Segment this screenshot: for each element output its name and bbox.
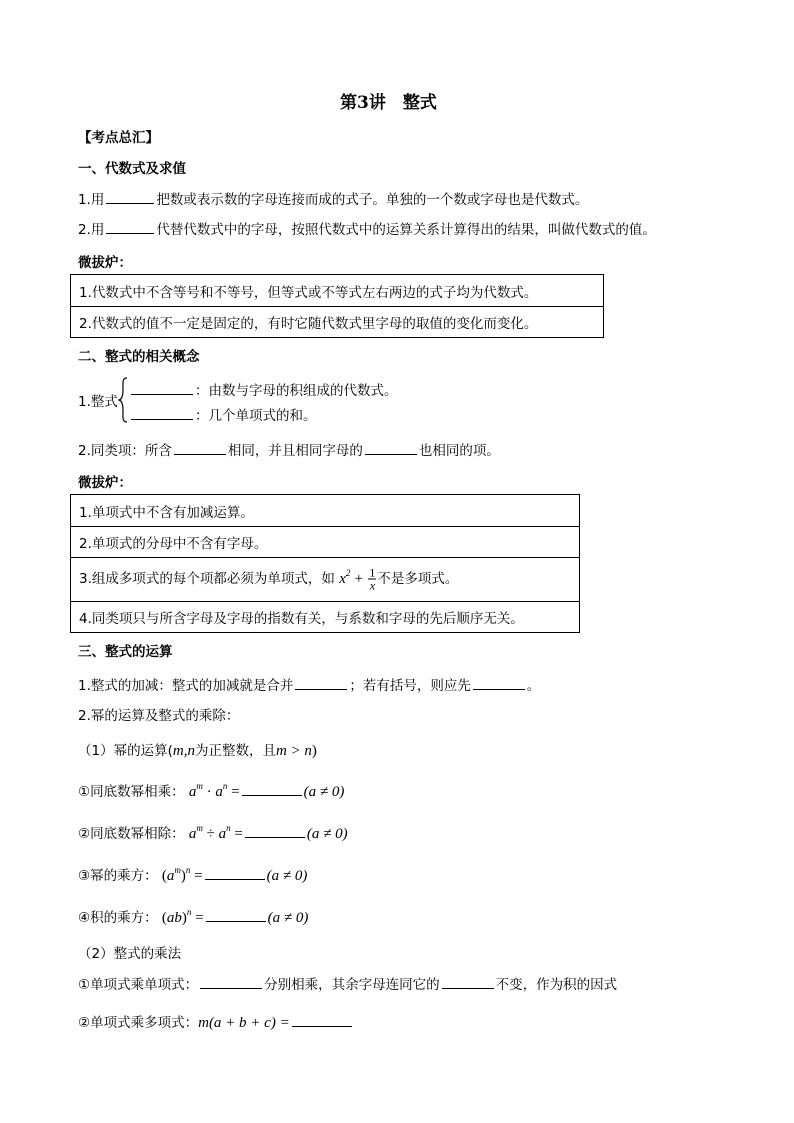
s1-p2-text-b: 代替代数式中的字母，按照代数式中的运算关系计算得出的结果，叫做代数式的值。 <box>156 222 656 238</box>
fraction-numerator: 1 <box>369 565 376 580</box>
condition: (a ≠ 0) <box>267 910 309 926</box>
s1-p1-text-a: 1.用 <box>78 192 105 208</box>
s1-p2-text-a: 2.用 <box>78 222 105 238</box>
mult-2-text-a: ②单项式乘多项式： <box>78 1015 199 1031</box>
page-title: 第3讲 整式 <box>340 93 437 113</box>
s1-tip-row <box>71 275 603 307</box>
fill-blank[interactable] <box>200 976 262 989</box>
math-plus: + <box>354 571 364 587</box>
fill-blank[interactable] <box>131 407 193 420</box>
s2-tip-text: 4.同类项只与所含字母及字母的指数有关，与系数和字母的先后顺序无关。 <box>79 610 524 627</box>
mult-rule-2 <box>78 1011 354 1032</box>
s2-tip-text: 1.单项式中不含有加减运算。 <box>79 504 254 521</box>
s1-tip-box <box>70 274 604 338</box>
rule-2-expr: $a^m \div a^n$ = <box>188 823 243 842</box>
fill-blank[interactable] <box>106 191 154 204</box>
rule-4-expr: (ab)$^n$ = <box>161 907 204 926</box>
fill-blank[interactable] <box>131 382 193 395</box>
s2-para-2 <box>78 439 500 459</box>
fraction-denominator: x <box>369 578 376 593</box>
s1-tip-label: 微拔炉： <box>78 255 132 271</box>
section-3-heading: 三、整式的运算 <box>78 644 173 660</box>
s2-tip-row <box>71 557 579 602</box>
condition: (a ≠ 0) <box>303 784 345 800</box>
s2-p1-line-2-text: ：几个单项式的和。 <box>195 408 317 424</box>
fill-blank[interactable] <box>106 221 154 234</box>
s2-p1-line-1-text: ：由数与字母的积组成的代数式。 <box>195 383 398 399</box>
s2-tip-box <box>70 494 580 633</box>
rule-4 <box>78 906 308 927</box>
s3-para-2: 2.幂的运算及整式的乘除： <box>78 708 240 724</box>
s1-para-1 <box>78 188 588 208</box>
rule-4-label: ④积的乘方： <box>78 910 158 926</box>
mult-rule-1 <box>78 973 617 993</box>
math-mn: m,n <box>172 743 195 759</box>
fill-blank[interactable] <box>206 909 266 922</box>
s1-tip-row <box>71 306 603 337</box>
condition: (a ≠ 0) <box>306 826 348 842</box>
rule-2 <box>78 822 348 843</box>
fill-blank[interactable] <box>442 976 494 989</box>
rule-1-label: ①同底数幂相乘： <box>78 784 185 800</box>
s1-tip-text: 1.代数式中不含等号和不等号，但等式或不等式左右两边的式子均为代数式。 <box>79 284 538 301</box>
fill-blank[interactable] <box>205 867 265 880</box>
s2-tip-text: 2.单项式的分母中不含有字母。 <box>79 535 268 552</box>
s2-p1-line-1 <box>129 379 398 399</box>
condition: (a ≠ 0) <box>266 868 308 884</box>
math-x: x <box>339 571 346 587</box>
s1-p1-text-b: 把数或表示数的字母连接而成的式子。单独的一个数或字母也是代数式。 <box>156 192 589 208</box>
s2-tip-row <box>71 526 579 558</box>
fill-blank[interactable] <box>292 1014 352 1027</box>
s3-para-1 <box>78 674 540 694</box>
s2-p2-text-c: 也相同的项。 <box>418 443 500 459</box>
s2-tip-row <box>71 601 579 632</box>
s3-sub-1 <box>78 739 317 760</box>
fill-blank[interactable] <box>245 825 305 838</box>
rule-3-label: ③幂的乘方： <box>78 868 158 884</box>
rule-3-expr: $(a^m)^n$ = <box>161 865 203 884</box>
math-condition: m > n <box>275 743 312 759</box>
left-brace-icon <box>118 377 128 423</box>
s2-box3-text-b: 不是多项式。 <box>377 571 459 587</box>
fill-blank[interactable] <box>365 442 417 455</box>
rule-2-label: ②同底数幂相除： <box>78 826 185 842</box>
rule-1-expr: $a^m \cdot a^n$ = <box>188 781 240 800</box>
section-2-heading: 二、整式的相关概念 <box>78 349 200 365</box>
mult-1-text-a: ①单项式乘单项式： <box>78 977 199 993</box>
fill-blank[interactable] <box>242 783 302 796</box>
s1-para-2 <box>78 218 656 238</box>
mult-1-text-c: 不变，作为积的因式 <box>495 977 618 993</box>
s3-sub1-text-a: （1）幂的运算( <box>78 743 173 759</box>
s3-p1-text-b: ；若有括号，则应先 <box>349 678 471 694</box>
rule-1 <box>78 780 344 801</box>
s2-p1-line-2 <box>129 404 317 424</box>
s3-p1-text-c: 。 <box>526 678 541 694</box>
mult-2-expr: m(a + b + c) = <box>198 1015 290 1031</box>
math-exponent: 2 <box>345 568 351 578</box>
fill-blank[interactable] <box>473 677 525 690</box>
summary-header: 【考点总汇】 <box>78 130 159 146</box>
fill-blank[interactable] <box>295 677 347 690</box>
s3-p1-text-a: 1.整式的加减：整式的加减就是合并 <box>78 678 294 694</box>
s3-sub1-text-c: ) <box>311 743 317 759</box>
fraction <box>368 567 376 592</box>
rule-3 <box>78 864 307 885</box>
s3-sub-2: （2）整式的乘法 <box>78 946 182 962</box>
s2-p2-text-a: 2.同类项：所含 <box>78 443 172 459</box>
s2-p2-text-b: 相同，并且相同字母的 <box>227 443 363 459</box>
s3-sub1-text-b: 为正整数，且 <box>194 743 276 759</box>
s2-tip-text <box>79 567 458 592</box>
fill-blank[interactable] <box>174 442 226 455</box>
mult-1-text-b: 分别相乘，其余字母连同它的 <box>264 977 440 993</box>
section-1-heading: 一、代数式及求值 <box>78 161 186 177</box>
s2-tip-label: 微拔炉： <box>78 475 132 491</box>
s1-tip-text: 2.代数式的值不一定是固定的，有时它随代数式里字母的取值的变化而变化。 <box>79 315 538 332</box>
s2-box3-text-a: 3.组成多项式的每个项都必须为单项式，如 <box>79 571 335 587</box>
s2-tip-row <box>71 495 579 527</box>
s2-p1-label: 1.整式 <box>78 394 118 410</box>
